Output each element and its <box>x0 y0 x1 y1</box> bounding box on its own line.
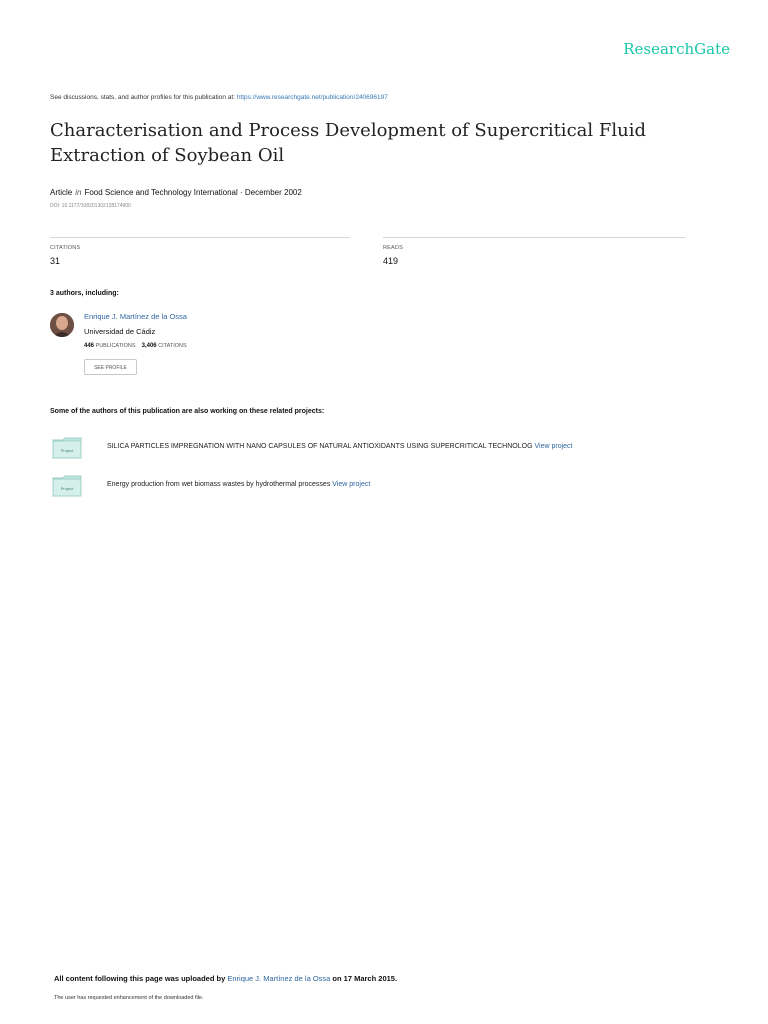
paper-title: Characterisation and Process Development of Supercritical Fluid Extraction of Soybean Oil <box>50 120 646 166</box>
project-title: Energy production from wet biomass wastes by hydrothermal processes <box>107 481 331 488</box>
publications-count: 446 <box>84 343 95 349</box>
project-item <box>107 481 370 488</box>
project-icon-label: Project <box>60 486 74 491</box>
enhancement-note: The user has requested enhancement of the downloaded file. <box>54 995 204 1001</box>
author-name-link[interactable]: Enrique J. Martínez de la Ossa <box>84 312 187 321</box>
researchgate-logo[interactable]: ResearchGate <box>623 40 730 58</box>
doi-line[interactable]: DOI: 10.1177/108201302128174900 <box>50 203 131 209</box>
divider-left <box>50 237 350 238</box>
author-avatar[interactable] <box>50 313 74 337</box>
article-type: Article <box>50 188 73 197</box>
author-citations-count: 3,406 <box>141 343 157 349</box>
divider-right <box>383 237 685 238</box>
view-project-link[interactable]: View project <box>332 481 371 488</box>
project-title: SILICA PARTICLES IMPREGNATION WITH NANO CAPSULES OF NATURAL ANTIOXIDANTS USING SUPERCRITICAL TECHNOLOG <box>107 443 533 450</box>
upload-info <box>54 974 397 983</box>
project-folder-icon <box>52 475 82 497</box>
source-prefix: See discussions, stats, and author profiles for this publication at: <box>50 94 235 101</box>
in-word: in <box>75 188 82 197</box>
venue-date[interactable]: Food Science and Technology International · December 2002 <box>84 188 302 197</box>
view-project-link[interactable]: View project <box>534 443 573 450</box>
author-citations-label: CITATIONS <box>158 343 187 349</box>
uploader-link[interactable]: Enrique J. Martínez de la Ossa <box>227 974 331 983</box>
project-item <box>107 443 573 450</box>
citations-value: 31 <box>50 256 61 266</box>
article-meta <box>50 188 302 197</box>
reads-value: 419 <box>383 256 399 266</box>
author-institution: Universidad de Cádiz <box>84 327 156 336</box>
upload-prefix: All content following this page was uploaded by <box>54 974 226 983</box>
projects-heading: Some of the authors of this publication are also working on these related projects: <box>50 408 325 415</box>
see-profile-button[interactable]: SEE PROFILE <box>84 359 137 375</box>
reads-label: READS <box>383 245 403 251</box>
publications-label: PUBLICATIONS <box>95 343 136 349</box>
citations-label: CITATIONS <box>50 245 81 251</box>
publication-url-link[interactable]: https://www.researchgate.net/publication/240696197 <box>236 94 388 101</box>
publication-source-line <box>50 94 388 101</box>
project-icon-label: Project <box>60 448 74 453</box>
authors-heading: 3 authors, including: <box>50 290 119 297</box>
project-folder-icon <box>52 437 82 459</box>
author-stats <box>84 343 187 349</box>
upload-suffix: on 17 March 2015. <box>332 974 398 983</box>
